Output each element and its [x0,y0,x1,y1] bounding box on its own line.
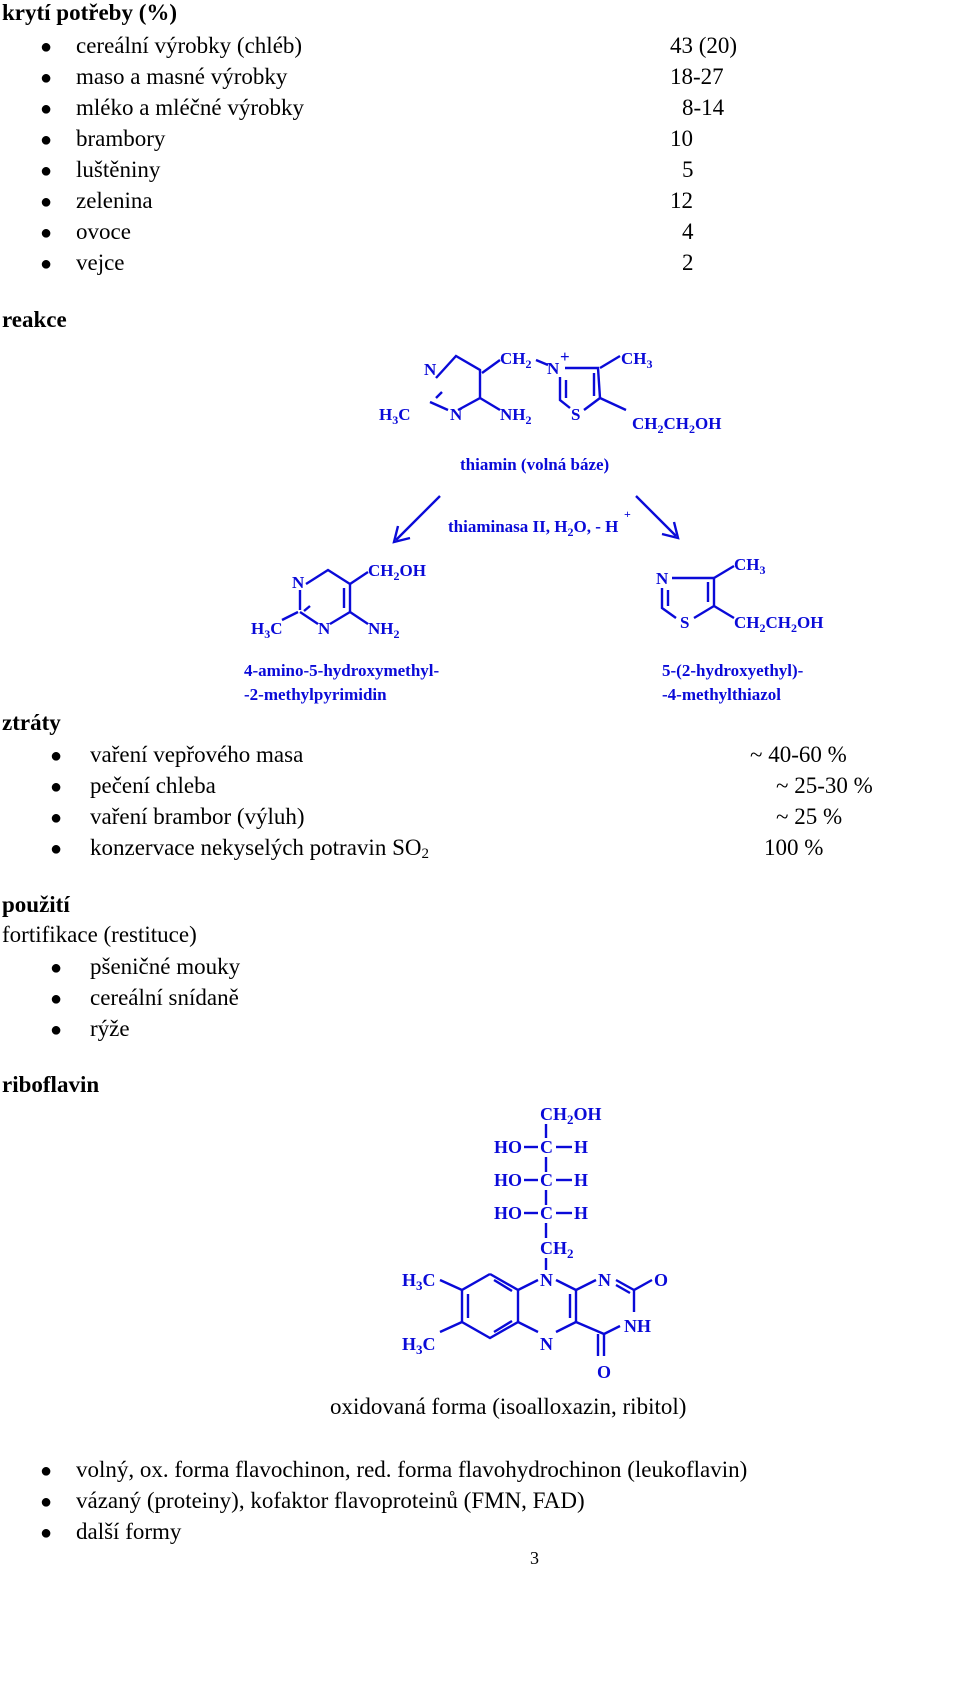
usage-item: rýže [90,1016,130,1041]
svg-text:N: N [540,1334,553,1354]
coverage-item-value: 2 [682,250,694,275]
riboflavin-item: další formy [76,1519,182,1544]
coverage-item-label: luštěniny [76,157,161,182]
bullet-icon: ● [50,957,63,979]
product1-name-line2: -2-methylpyrimidin [244,685,387,704]
bullet-icon: ● [40,222,53,244]
bullet-icon: ● [40,160,53,182]
coverage-item-label: vejce [76,250,125,275]
usage-subheading: fortifikace (restituce) [2,922,197,947]
svg-text:N: N [547,359,560,378]
loss-item-value: ~ 25 % [776,804,843,829]
product1-name-line1: 4-amino-5-hydroxymethyl- [244,661,440,680]
svg-text:H: H [574,1170,589,1190]
svg-text:C: C [540,1170,553,1190]
svg-text:H: H [574,1203,589,1223]
svg-text:H3C: $H_3C$ [251,619,283,641]
bullet-icon: ● [50,1019,63,1041]
coverage-item-value: 43 (20) [670,33,738,58]
bullet-icon: ● [40,129,53,151]
svg-text:S: S [680,613,690,632]
coverage-item-value: 4 [682,219,694,244]
bullet-icon: ● [40,191,53,213]
coverage-item-label: zelenina [76,188,153,213]
riboflavin-structure [0,1090,960,1400]
product2-name-line2: -4-methylthiazol [662,685,781,704]
svg-text:CH2: $CH_2$ [540,1238,574,1261]
coverage-item-label: cereální výrobky (chléb) [76,33,303,58]
coverage-item-label: ovoce [76,219,131,244]
svg-text:N: N [656,569,669,588]
bullet-icon: ● [40,98,53,120]
svg-text:CH2CH2OH: $CH_2CH_2OH$ [734,613,824,635]
bullet-icon: ● [50,807,63,829]
svg-text:N: N [318,619,331,638]
product2-name-line1: 5-(2-hydroxyethyl)- [662,661,804,680]
svg-text:N: N [598,1270,611,1290]
coverage-item-label: brambory [76,126,166,151]
usage-item: pšeničné mouky [90,954,241,979]
riboflavin-caption: oxidovaná forma (isoalloxazin, ribitol) [330,1394,687,1419]
svg-text:H3C: $H_3C$ [402,1270,436,1293]
svg-text:C: C [540,1203,553,1223]
coverage-item-label: maso a masné výrobky [76,64,288,89]
thiamine-caption: thiamin (volná báze) [460,455,610,474]
loss-item-label: konzervace nekyselých potravin $SO_2$ [90,835,429,862]
svg-text:CH3: $CH_3$ [734,555,766,577]
riboflavin-item: volný, ox. forma flavochinon, red. forma flavohydrochinon (leukoflavin) [76,1457,748,1482]
coverage-item-value: 18-27 [670,64,724,89]
reactions-heading: reakce [2,307,67,332]
usage-heading: použití [2,892,70,917]
bullet-icon: ● [50,745,63,767]
bullet-icon: ● [40,1460,53,1482]
thiamine-structure [379,347,721,436]
svg-text:C: C [540,1137,553,1157]
loss-item-label: vaření brambor (výluh) [90,804,305,829]
svg-text:N: N [424,360,437,379]
svg-text:CH2OH: $CH_2OH$ [540,1104,602,1127]
bullet-icon: ● [40,253,53,275]
svg-text:O: O [654,1270,669,1290]
riboflavin-item: vázaný (proteiny), kofaktor flavoproteinů (FMN, FAD) [76,1488,585,1513]
svg-text:NH2: $NH_2$ [500,405,532,427]
enzyme-label: thiaminasa II, $H_2O$, - H [448,517,619,539]
svg-text:NH: NH [624,1316,651,1336]
svg-text:CH2: $CH_2$ [500,349,532,371]
svg-text:N: N [540,1270,553,1290]
losses-heading: ztráty [2,710,61,735]
svg-text:H3C: $H_3C$ [379,405,411,427]
coverage-heading: krytí potřeby (%) [2,0,178,25]
svg-text:O: O [597,1362,612,1382]
svg-text:CH3: $CH_3$ [621,349,653,371]
coverage-item-value: 8-14 [682,95,725,120]
coverage-item-value: 12 [670,188,693,213]
svg-text:HO: HO [494,1137,523,1157]
bullet-icon: ● [50,988,63,1010]
loss-item-label: pečení chleba [90,773,216,798]
coverage-item-value: 10 [670,126,693,151]
svg-text:H: H [574,1137,589,1157]
coverage-item-value: 5 [682,157,694,182]
riboflavin-heading: riboflavin [2,1072,100,1097]
loss-item-label: vaření vepřového masa [90,742,304,767]
bullet-icon: ● [40,67,53,89]
thiamine-reaction-scheme [0,330,960,720]
bullet-icon: ● [40,1491,53,1513]
svg-text:CH2OH: $CH_2OH$ [368,561,426,583]
svg-text:CH2CH2OH: $CH_2CH_2OH$ [632,414,722,436]
page-number: 3 [530,1548,539,1568]
bullet-icon: ● [50,838,63,860]
svg-text:HO: HO [494,1203,523,1223]
loss-item-value: 100 % [764,835,824,860]
usage-item: cereální snídaně [90,985,239,1010]
bullet-icon: ● [40,36,53,58]
svg-text:S: S [571,405,581,424]
bullet-icon: ● [40,1522,53,1544]
svg-text:N: N [450,405,463,424]
svg-text:+: + [560,347,570,366]
coverage-item-label: mléko a mléčné výrobky [76,95,305,120]
svg-text:NH2: $NH_2$ [368,619,400,641]
bullet-icon: ● [50,776,63,798]
svg-text:N: N [292,573,305,592]
svg-text:+: + [624,507,631,521]
loss-item-value: ~ 40-60 % [750,742,847,767]
pyrimidine-structure [251,561,426,641]
thiazole-structure [656,555,823,635]
svg-text:H3C: $H_3C$ [402,1334,436,1357]
loss-item-value: ~ 25-30 % [776,773,873,798]
svg-text:HO: HO [494,1170,523,1190]
